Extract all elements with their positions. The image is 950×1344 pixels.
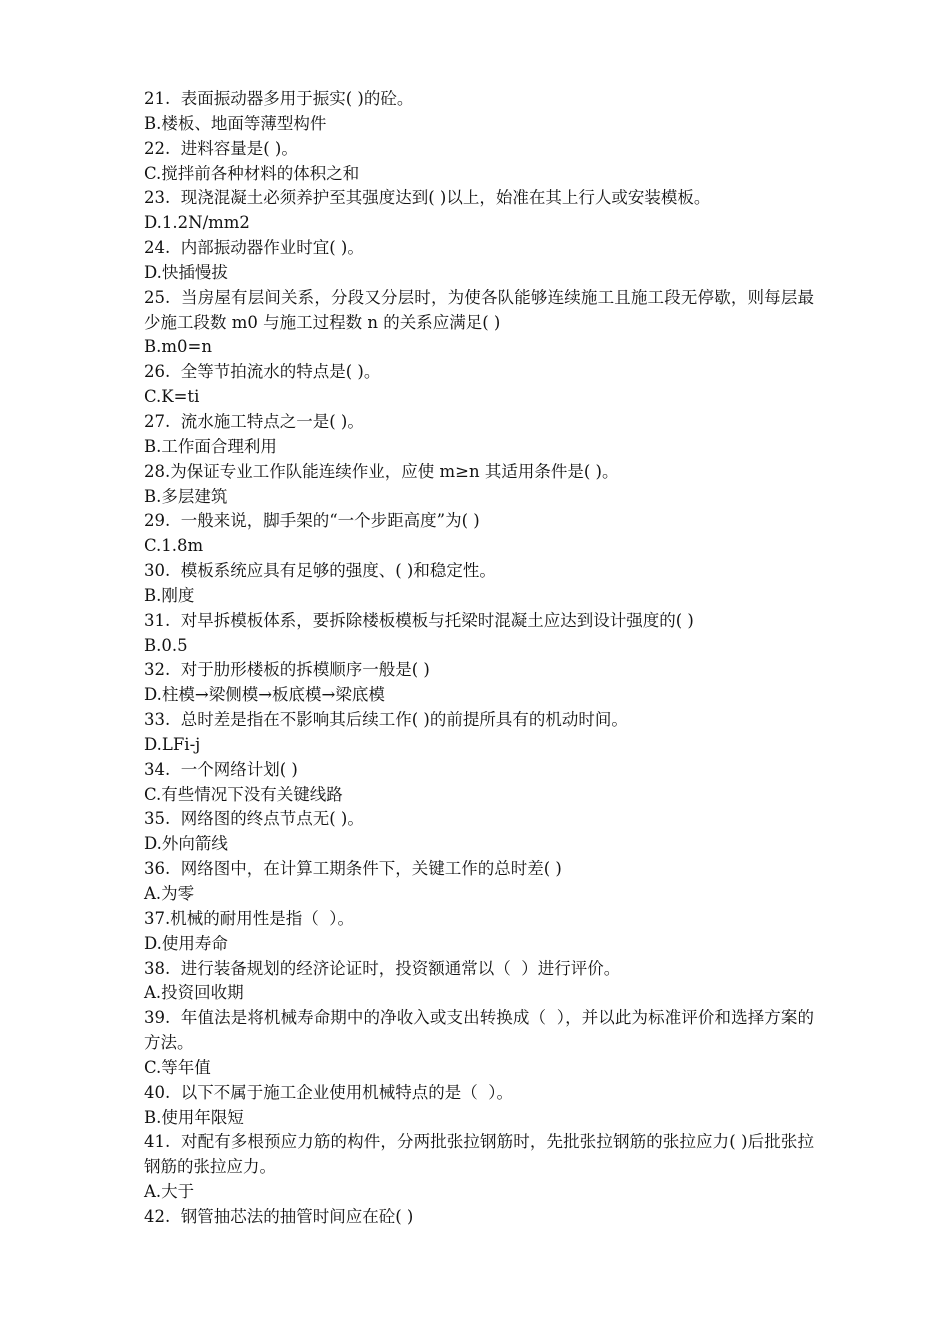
answer-36: A.为零 (144, 884, 195, 903)
question-39: 39. 年值法是将机械寿命期中的净收入或支出转换成（ ），并以此为标准评价和选择方案的方法。 (144, 1008, 814, 1053)
answer-39: C.等年值 (144, 1057, 211, 1077)
question-41: 41. 对配有多根预应力筋的构件，分两批张拉钢筋时，先批张拉钢筋的张拉应力( )后批张拉钢筋的张拉应力。 (144, 1132, 814, 1177)
answer-27: B.工作面合理利用 (144, 436, 277, 456)
answer-38: A.投资回收期 (144, 983, 244, 1003)
answer-34: C.有些情况下没有关键线路 (144, 784, 343, 804)
document-body (144, 87, 814, 1230)
answer-26: C.K=ti (144, 387, 200, 407)
question-32: 32. 对于肋形楼板的拆模顺序一般是( ) (144, 660, 430, 680)
answer-41: A.大于 (144, 1182, 195, 1202)
question-23: 23. 现浇混凝土必须养护至其强度达到( )以上，始准在其上行人或安装模板。 (144, 188, 711, 208)
question-22: 22. 进料容量是( )。 (144, 138, 298, 158)
answer-35: D.外向箭线 (144, 834, 228, 854)
answer-23: D.1.2N/mm2 (144, 213, 250, 233)
answer-32: D.柱模→梁侧模→板底模→梁底模 (144, 685, 385, 705)
question-24: 24. 内部振动器作业时宜( )。 (144, 238, 364, 258)
answer-33: D.LFi-j (144, 734, 201, 754)
question-28: 28.为保证专业工作队能连续作业，应使 m≥n 其适用条件是( )。 (144, 461, 619, 481)
question-37: 37.机械的耐用性是指（ ）。 (144, 908, 354, 928)
question-30: 30. 模板系统应具有足够的强度、( )和稳定性。 (144, 561, 496, 581)
answer-40: B.使用年限短 (144, 1107, 244, 1127)
question-29: 29. 一般来说，脚手架的“一个步距高度”为( ) (144, 511, 480, 531)
answer-30: B.刚度 (144, 585, 195, 605)
question-26: 26. 全等节拍流水的特点是( )。 (144, 362, 381, 382)
answer-22: C.搅拌前各种材料的体积之和 (144, 163, 360, 183)
question-27: 27. 流水施工特点之一是( )。 (144, 411, 364, 431)
question-42: 42. 钢管抽芯法的抽管时间应在砼( ) (144, 1206, 414, 1226)
question-21: 21. 表面振动器多用于振实( )的砼。 (144, 89, 414, 108)
answer-25: B.m0=n (144, 337, 212, 357)
question-35: 35. 网络图的终点节点无( )。 (144, 809, 364, 829)
question-31: 31. 对早拆模板体系，要拆除楼板模板与托梁时混凝土应达到设计强度的( ) (144, 610, 694, 630)
question-33: 33. 总时差是指在不影响其后续工作( )的前提所具有的机动时间。 (144, 710, 628, 730)
question-25: 25. 当房屋有层间关系，分段又分层时，为使各队能够连续施工且施工段无停歇，则每层最少施工段数 m0 与施工过程数 n 的关系应满足( ) (144, 287, 814, 332)
answer-37: D.使用寿命 (144, 933, 228, 953)
answer-21: B.楼板、地面等薄型构件 (144, 113, 327, 133)
question-38: 38. 进行装备规划的经济论证时，投资额通常以（ ）进行评价。 (144, 958, 621, 978)
question-36: 36. 网络图中，在计算工期条件下，关键工作的总时差( ) (144, 859, 562, 879)
answer-24: D.快插慢拔 (144, 262, 228, 282)
answer-28: B.多层建筑 (144, 486, 228, 506)
question-34: 34. 一个网络计划( ) (144, 759, 298, 779)
answer-31: B.0.5 (144, 635, 188, 655)
answer-29: C.1.8m (144, 536, 204, 556)
question-40: 40. 以下不属于施工企业使用机械特点的是（ ）。 (144, 1082, 513, 1102)
